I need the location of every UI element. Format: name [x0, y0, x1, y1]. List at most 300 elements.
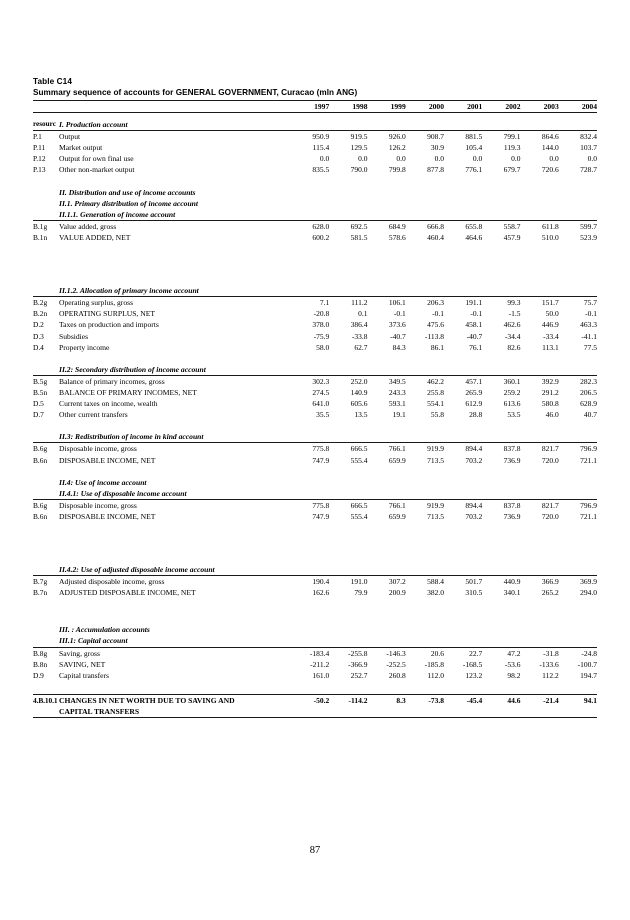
spacer-row [33, 522, 597, 564]
row-value: 462.6 [503, 320, 521, 330]
row-label: CHANGES IN NET WORTH DUE TO SAVING AND [59, 694, 291, 706]
row-value: -33.4 [543, 331, 559, 341]
row-value: 581.5 [350, 233, 368, 243]
row-value: 382.0 [427, 588, 444, 598]
row-value: 720.6 [541, 165, 559, 175]
spacer-row [33, 598, 597, 624]
row-value: 736.9 [503, 455, 521, 465]
row-code: B.8n [33, 659, 48, 669]
section-heading-capital-account [33, 635, 597, 647]
table-row-total-line1 [33, 694, 597, 706]
row-value: 373.6 [388, 320, 406, 330]
row-value: 191.0 [350, 577, 368, 587]
row-value: 0.1 [358, 309, 368, 319]
row-value: 291.2 [541, 387, 559, 397]
row-value: 950.9 [312, 132, 330, 142]
section-title: II.4.2: Use of adjusted disposable income account [59, 564, 291, 576]
row-value: -53.6 [504, 659, 521, 669]
row-value: -34.4 [504, 331, 521, 341]
row-value: 881.5 [465, 132, 483, 142]
row-value: -366.9 [348, 659, 368, 669]
row-code: B.2n [33, 309, 48, 319]
row-value: 129.5 [350, 143, 368, 153]
row-label: BALANCE OF PRIMARY INCOMES, NET [59, 387, 197, 397]
row-code: B.5g [33, 376, 48, 386]
row-code: P.11 [33, 143, 46, 153]
table-row-total-line2 [33, 706, 597, 718]
row-value: -100.7 [577, 659, 597, 669]
spacer-row [33, 466, 597, 477]
row-label: Output for own final use [59, 154, 134, 164]
table-row [33, 153, 597, 164]
row-code: B.2g [33, 298, 48, 308]
row-code: P.1 [33, 132, 42, 142]
row-value: 340.1 [503, 588, 521, 598]
column-header-year: 2003 [521, 101, 559, 113]
row-value: -20.8 [313, 309, 330, 319]
row-value: 255.8 [427, 387, 444, 397]
row-label: DISPOSABLE INCOME, NET [59, 512, 156, 521]
table-row [33, 511, 597, 522]
row-value: 641.0 [312, 399, 330, 409]
row-value: -114.2 [329, 694, 367, 706]
row-value: 151.7 [541, 298, 559, 308]
row-value: 161.0 [312, 670, 330, 680]
row-value: 307.2 [388, 577, 406, 587]
row-code: D.9 [33, 670, 44, 680]
row-value: 555.4 [350, 512, 368, 521]
table-row [33, 409, 597, 420]
section-title: II.1.1. Generation of income account [59, 209, 291, 221]
row-value: 40.7 [583, 410, 597, 420]
row-value: 75.7 [583, 298, 597, 308]
row-value: 0.0 [549, 154, 559, 164]
row-value: 206.3 [427, 298, 444, 308]
row-value: 206.5 [580, 387, 597, 397]
row-value: 736.9 [503, 512, 521, 521]
row-value: 919.9 [427, 500, 444, 510]
row-value: 837.8 [503, 444, 521, 454]
row-value: 713.5 [427, 455, 444, 465]
row-value: 578.6 [388, 233, 406, 243]
row-code: D.4 [33, 342, 44, 352]
row-value: 119.3 [503, 143, 521, 153]
row-value: 144.0 [541, 143, 559, 153]
row-value: 588.4 [427, 577, 444, 587]
row-value: 140.9 [350, 387, 368, 397]
row-value: 8.3 [368, 694, 406, 706]
row-code: B.5n [33, 387, 48, 397]
row-value: 369.9 [580, 577, 597, 587]
row-value: -40.7 [390, 331, 406, 341]
row-value: 76.1 [469, 342, 483, 352]
row-value: 692.5 [350, 221, 368, 231]
section-heading-production [33, 119, 597, 131]
table-row [33, 375, 597, 387]
table-row [33, 576, 597, 588]
row-value: 790.0 [350, 165, 368, 175]
row-value: 457.9 [503, 233, 521, 243]
row-value: 666.5 [350, 500, 368, 510]
row-label: OPERATING SURPLUS, NET [59, 309, 155, 319]
row-label: Balance of primary incomes, gross [59, 376, 165, 386]
section-title: II.1. Primary distribution of income account [59, 198, 199, 208]
row-value: 22.7 [469, 648, 483, 658]
row-value: -0.1 [585, 309, 597, 319]
row-value: -113.8 [424, 331, 444, 341]
row-value: -0.1 [470, 309, 483, 319]
row-value: 458.1 [465, 320, 483, 330]
table-row [33, 297, 597, 309]
row-value: 599.7 [580, 221, 597, 231]
row-value: 600.2 [312, 233, 330, 243]
row-value: 713.5 [427, 512, 444, 521]
row-value: 747.9 [312, 455, 330, 465]
row-value: 103.7 [580, 143, 597, 153]
row-label: Current taxes on income, wealth [59, 399, 158, 409]
row-value: 99.3 [507, 298, 521, 308]
row-value: 593.1 [388, 399, 406, 409]
row-value: 259.2 [503, 387, 521, 397]
table-row [33, 220, 597, 232]
row-value: 162.6 [312, 588, 330, 598]
table-sheet [33, 76, 597, 718]
section-heading-use-of-income [33, 477, 597, 488]
section-title: I. Production account [59, 119, 291, 131]
row-value: 554.1 [427, 399, 444, 409]
row-value: 501.7 [465, 577, 483, 587]
row-label: Market output [59, 143, 103, 153]
row-value: 194.7 [580, 670, 597, 680]
row-value: 47.2 [507, 648, 521, 658]
row-value: 111.2 [351, 298, 368, 308]
row-value: 44.6 [482, 694, 520, 706]
row-value: 775.8 [312, 444, 330, 454]
row-value: 703.2 [465, 455, 483, 465]
table-row [33, 342, 597, 353]
row-value: 837.8 [503, 500, 521, 510]
resources-label: resourc [33, 119, 59, 131]
row-value: 776.1 [465, 165, 483, 175]
row-value: 796.9 [580, 500, 597, 510]
row-value: 721.1 [580, 455, 597, 465]
row-label: Other current transfers [59, 410, 128, 420]
row-value: 655.8 [465, 221, 483, 231]
row-value: -255.8 [348, 648, 368, 658]
section-title: II.4: Use of income account [59, 477, 147, 487]
row-value: 58.0 [316, 342, 330, 352]
row-value: 200.9 [388, 588, 406, 598]
row-value: 821.7 [541, 500, 559, 510]
row-value: 265.2 [541, 588, 559, 598]
row-code: B.1g [33, 221, 48, 231]
row-value: 775.8 [312, 500, 330, 510]
row-value: 13.5 [354, 410, 368, 420]
row-value: 721.1 [580, 512, 597, 521]
spacer-row [33, 353, 597, 364]
row-value: 20.6 [430, 648, 444, 658]
row-value: 460.4 [427, 233, 444, 243]
table-row [33, 587, 597, 598]
row-value: 84.3 [392, 342, 406, 352]
row-value: 747.9 [312, 512, 330, 521]
table-number: Table C14 [33, 77, 72, 86]
table-row [33, 670, 597, 681]
column-header-year: 2004 [559, 101, 597, 113]
row-value: 260.8 [388, 670, 406, 680]
row-label: Property income [59, 342, 110, 352]
row-value: 252.0 [350, 376, 368, 386]
spacer-row [33, 681, 597, 695]
header-code-cell [33, 101, 59, 113]
table-row [33, 131, 597, 143]
section-title: II.2: Secondary distribution of income account [59, 364, 291, 376]
row-value: 30.9 [430, 143, 444, 153]
table-row [33, 443, 597, 455]
column-header-year: 1998 [329, 101, 367, 113]
row-value: 462.2 [427, 376, 444, 386]
row-value: 926.0 [388, 132, 406, 142]
spacer-row [33, 176, 597, 187]
row-code: 4.B.10.1 [33, 695, 58, 705]
row-value: -31.8 [543, 648, 559, 658]
row-value: -21.4 [521, 694, 559, 706]
row-code: B.7n [33, 588, 48, 598]
row-value: 265.9 [465, 387, 483, 397]
row-value: 0.0 [472, 154, 483, 164]
section-title: III.1: Capital account [59, 635, 291, 647]
row-value: -0.1 [393, 309, 406, 319]
row-value: 98.2 [507, 670, 521, 680]
row-value: 612.9 [465, 399, 483, 409]
row-value: 659.9 [388, 455, 406, 465]
row-value: 77.5 [583, 342, 597, 352]
row-label: Subsidies [59, 331, 89, 341]
section-title: III. : Accumulation accounts [59, 625, 150, 635]
row-value: 510.0 [541, 233, 559, 243]
table-row [33, 331, 597, 342]
row-value: 191.1 [465, 298, 483, 308]
row-value: 659.9 [388, 512, 406, 521]
row-value: -0.1 [432, 309, 444, 319]
row-value: 366.9 [541, 577, 559, 587]
row-value: -33.8 [351, 331, 368, 341]
column-header-year: 2000 [406, 101, 444, 113]
row-label: Output [59, 132, 81, 142]
row-label-continued: CAPITAL TRANSFERS [59, 706, 291, 718]
row-value: 294.0 [580, 588, 597, 598]
row-value: 112.0 [427, 670, 444, 680]
row-value: 558.7 [503, 221, 521, 231]
row-value: 19.1 [392, 410, 406, 420]
row-value: 628.0 [312, 221, 330, 231]
table-row [33, 499, 597, 511]
row-value: -41.1 [581, 331, 597, 341]
row-label: ADJUSTED DISPOSABLE INCOME, NET [59, 588, 196, 598]
row-value: 666.8 [427, 221, 444, 231]
row-value: 82.6 [507, 342, 521, 352]
row-label: Value added, gross [59, 221, 117, 231]
section-heading-redistribution-in-kind [33, 431, 597, 443]
row-value: 386.4 [350, 320, 368, 330]
row-value: 919.5 [350, 132, 368, 142]
row-value: 113.1 [542, 342, 559, 352]
row-value: 35.5 [316, 410, 330, 420]
row-label: Disposable income, gross [59, 444, 137, 454]
section-title: II.4.1: Use of disposable income account [59, 488, 291, 500]
row-code: D.3 [33, 331, 44, 341]
row-value: 703.2 [465, 512, 483, 521]
row-value: 243.3 [388, 387, 406, 397]
row-value: 0.0 [358, 154, 368, 164]
row-value: -146.3 [386, 648, 406, 658]
column-header-year: 1999 [368, 101, 406, 113]
accounts-table [33, 100, 597, 718]
column-header-year: 2001 [444, 101, 482, 113]
section-heading-use-disposable-income [33, 488, 597, 500]
row-value: 310.5 [465, 588, 483, 598]
row-value: 282.3 [580, 376, 597, 386]
row-value: 0.0 [587, 154, 597, 164]
row-value: -252.5 [386, 659, 406, 669]
row-label: Taxes on production and imports [59, 320, 159, 330]
row-value: 720.0 [541, 455, 559, 465]
table-row [33, 308, 597, 319]
row-value: 105.4 [465, 143, 483, 153]
row-code: P.13 [33, 165, 46, 175]
section-heading-accumulation [33, 624, 597, 635]
row-code: B.8g [33, 648, 48, 658]
row-value: 799.1 [503, 132, 521, 142]
row-value: 50.0 [545, 309, 559, 319]
row-value: 7.1 [319, 298, 330, 308]
row-value: 86.1 [430, 342, 444, 352]
row-value: 0.0 [434, 154, 444, 164]
table-row [33, 398, 597, 409]
column-header-year: 1997 [291, 101, 329, 113]
row-value: 55.8 [430, 410, 444, 420]
row-value: -75.9 [313, 331, 330, 341]
row-label: DISPOSABLE INCOME, NET [59, 455, 156, 465]
row-value: 53.5 [507, 410, 521, 420]
row-value: 766.1 [388, 500, 406, 510]
row-value: 832.4 [580, 132, 597, 142]
row-value: 46.0 [545, 410, 559, 420]
table-row [33, 142, 597, 153]
row-value: 112.2 [542, 670, 559, 680]
row-value: 799.8 [388, 165, 406, 175]
spacer-row [33, 420, 597, 431]
row-value: 79.9 [354, 588, 368, 598]
row-value: 0.0 [396, 154, 406, 164]
row-value: 126.2 [388, 143, 406, 153]
row-value: 106.1 [388, 298, 406, 308]
row-value: 796.9 [580, 444, 597, 454]
section-title: II.3: Redistribution of income in kind account [59, 431, 291, 443]
section-heading-secondary-distribution [33, 364, 597, 376]
row-value: 463.3 [580, 320, 597, 330]
row-value: 628.9 [580, 399, 597, 409]
row-value: 821.7 [541, 444, 559, 454]
row-value: -45.4 [444, 694, 482, 706]
row-value: 894.4 [465, 500, 483, 510]
table-row [33, 232, 597, 243]
section-heading-distribution [33, 187, 597, 198]
section-heading-primary-distribution [33, 198, 597, 209]
table-row [33, 387, 597, 398]
row-value: -50.2 [291, 694, 329, 706]
row-value: 464.6 [465, 233, 483, 243]
row-value: 360.1 [503, 376, 521, 386]
row-value: 440.9 [503, 577, 521, 587]
row-value: 252.7 [350, 670, 368, 680]
page-title: Summary sequence of accounts for GENERAL GOVERNMENT, Curacao (mln ANG) [33, 88, 358, 97]
row-value: 115.4 [312, 143, 330, 153]
row-value: -40.7 [466, 331, 483, 341]
row-value: -185.8 [424, 659, 444, 669]
row-code: D.7 [33, 410, 44, 420]
row-value: 28.8 [469, 410, 483, 420]
row-value: 349.5 [388, 376, 406, 386]
row-code: B.6g [33, 500, 48, 510]
spacer-row [33, 243, 597, 285]
row-code: B.6n [33, 512, 48, 521]
table-row [33, 455, 597, 466]
row-code: B.6g [33, 444, 48, 454]
row-value: 62.7 [354, 342, 368, 352]
row-label: Operating surplus, gross [59, 298, 134, 308]
row-value: -1.5 [508, 309, 521, 319]
table-header-row [33, 101, 597, 113]
row-label: VALUE ADDED, NET [59, 233, 131, 243]
row-value: 0.0 [511, 154, 521, 164]
row-value: 720.0 [541, 512, 559, 521]
row-value: 123.2 [465, 670, 483, 680]
header-label-cell [59, 101, 291, 113]
row-value: 908.7 [427, 132, 444, 142]
row-value: 835.5 [312, 165, 330, 175]
row-code: P.12 [33, 154, 46, 164]
section-heading-generation-income [33, 209, 597, 221]
row-code: B.1n [33, 233, 48, 243]
row-code: D.5 [33, 399, 44, 409]
row-value: -168.5 [462, 659, 483, 669]
row-value: 611.8 [542, 221, 559, 231]
row-value: 94.1 [559, 694, 597, 706]
row-label: Other non-market output [59, 165, 135, 175]
table-row [33, 319, 597, 330]
row-value: 555.4 [350, 455, 368, 465]
row-label: Capital transfers [59, 670, 109, 680]
row-label: SAVING, NET [59, 659, 106, 669]
column-header-year: 2002 [482, 101, 520, 113]
row-value: 766.1 [388, 444, 406, 454]
row-value: 877.8 [427, 165, 444, 175]
row-value: 679.7 [503, 165, 521, 175]
row-value: 523.9 [580, 233, 597, 243]
row-value: -211.2 [310, 659, 330, 669]
row-code: B.6n [33, 455, 48, 465]
row-code: D.2 [33, 320, 44, 330]
row-value: 378.0 [312, 320, 330, 330]
page-number: 87 [309, 845, 321, 856]
row-code: B.7g [33, 577, 48, 587]
row-value: 605.6 [350, 399, 368, 409]
row-value: 684.9 [388, 221, 406, 231]
row-value: 475.6 [427, 320, 444, 330]
row-value: 728.7 [580, 165, 597, 175]
row-value: 580.8 [541, 399, 559, 409]
